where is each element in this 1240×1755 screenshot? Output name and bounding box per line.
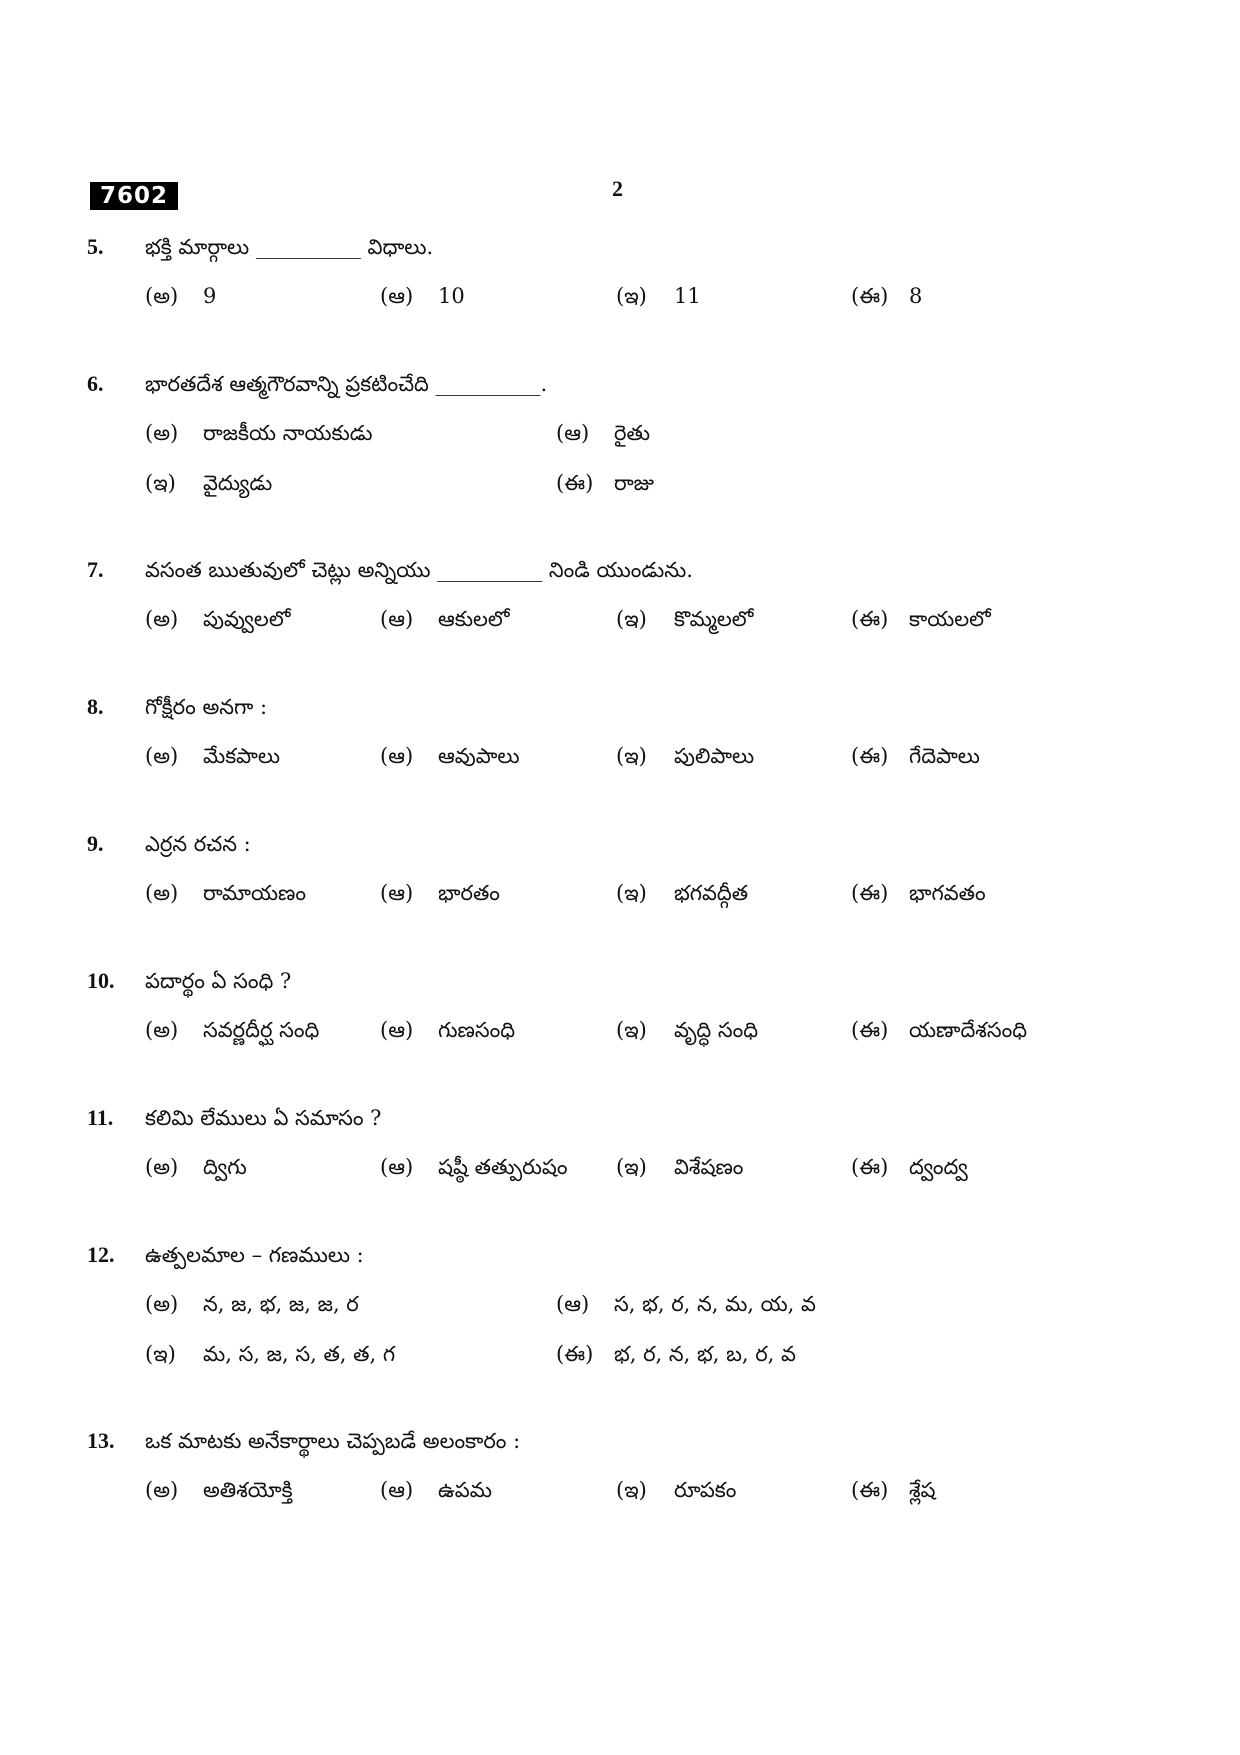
option-letter: (ఈ) <box>851 284 889 308</box>
option-text: అతిశయోక్తి <box>203 1478 293 1502</box>
question-text: గోక్షీరం అనగా : <box>145 695 268 719</box>
option-text: రామాయణం <box>203 881 306 905</box>
option-text: భ, ర, న, భ, బ, ర, వ <box>614 1342 796 1366</box>
option-text: 9 <box>203 284 217 308</box>
option-text: న, జ, భ, జ, జ, ర <box>203 1292 359 1316</box>
option-letter: (ఆ) <box>380 1478 414 1502</box>
option-aa <box>380 881 500 911</box>
option-i <box>616 1478 736 1508</box>
question-stem <box>87 1105 381 1136</box>
option-aa <box>380 607 509 637</box>
option-letter: (ఇ) <box>145 471 176 495</box>
option-aa <box>380 1478 492 1508</box>
option-aa <box>380 1155 568 1185</box>
option-text: రాజు <box>614 471 655 495</box>
option-text: 11 <box>674 284 701 308</box>
question-text: భక్తి మార్గాలు __________ విధాలు. <box>145 235 434 259</box>
question-number: 8. <box>87 694 104 719</box>
option-letter: (ఈ) <box>556 471 594 495</box>
option-i <box>145 471 272 501</box>
question-stem <box>87 968 291 999</box>
option-a <box>145 1292 359 1322</box>
option-text: గుణసంధి <box>438 1018 516 1042</box>
option-letter: (అ) <box>145 1018 179 1042</box>
option-a <box>145 1478 293 1508</box>
option-text: కాయలలో <box>909 607 991 631</box>
option-letter: (అ) <box>145 607 179 631</box>
option-text: రైతు <box>614 421 651 445</box>
option-a <box>145 284 216 314</box>
paper-code-box: 7602 <box>90 182 178 210</box>
option-ii <box>851 607 991 637</box>
option-text: పులిపాలు <box>674 744 755 768</box>
question-stem <box>87 694 267 725</box>
question-stem <box>87 557 693 588</box>
option-letter: (ఆ) <box>380 881 414 905</box>
option-a <box>145 881 306 911</box>
option-letter: (ఇ) <box>616 607 647 631</box>
option-letter: (ఆ) <box>556 1292 590 1316</box>
question-text: భారతదేశ ఆత్మగౌరవాన్ని ప్రకటించేది __________. <box>145 372 548 396</box>
option-a <box>145 1018 319 1048</box>
question-stem <box>87 234 433 265</box>
option-text: ఉపమ <box>438 1478 492 1502</box>
option-ii <box>851 1155 968 1185</box>
option-letter: (ఈ) <box>851 607 889 631</box>
option-letter: (ఇ) <box>616 1155 647 1179</box>
question-text: పదార్థం ఏ సంధి ? <box>145 969 292 993</box>
option-a <box>145 1155 247 1185</box>
question-text: ఉత్పలమాల – గణములు : <box>145 1243 364 1267</box>
question-number: 7. <box>87 557 104 582</box>
option-letter: (ఆ) <box>556 421 590 445</box>
option-ii <box>556 471 654 501</box>
question-text: కలిమి లేములు ఏ సమాసం ? <box>145 1106 382 1130</box>
option-text: యణాదేశసంధి <box>909 1018 1028 1042</box>
question-stem <box>87 831 251 862</box>
option-text: షష్ఠీ తత్పురుషం <box>438 1155 568 1179</box>
option-letter: (అ) <box>145 284 179 308</box>
option-aa <box>556 421 650 451</box>
option-letter: (అ) <box>145 1478 179 1502</box>
option-aa <box>380 284 465 314</box>
option-text: సవర్ణదీర్ఘ సంధి <box>203 1018 320 1042</box>
option-letter: (అ) <box>145 1155 179 1179</box>
option-letter: (ఇ) <box>616 1478 647 1502</box>
question-number: 10. <box>87 968 115 993</box>
option-letter: (ఈ) <box>851 1018 889 1042</box>
option-letter: (అ) <box>145 881 179 905</box>
option-letter: (ఇ) <box>145 1342 176 1366</box>
option-ii <box>851 881 986 911</box>
question-stem <box>87 1242 364 1273</box>
option-a <box>145 744 280 774</box>
page-number: 2 <box>612 176 623 201</box>
question-stem <box>87 371 547 402</box>
question-number: 13. <box>87 1428 115 1453</box>
option-text: ద్విగు <box>203 1155 247 1179</box>
question-text: ఎర్రన రచన : <box>145 832 251 856</box>
option-i <box>616 744 754 774</box>
option-letter: (ఇ) <box>616 284 647 308</box>
option-letter: (అ) <box>145 744 179 768</box>
option-letter: (ఈ) <box>851 1478 889 1502</box>
option-letter: (ఇ) <box>616 1018 647 1042</box>
option-ii <box>556 1342 796 1372</box>
question-number: 6. <box>87 371 104 396</box>
option-text: భారతం <box>438 881 500 905</box>
option-letter: (అ) <box>145 421 179 445</box>
option-text: భాగవతం <box>909 881 986 905</box>
option-letter: (ఆ) <box>380 1018 414 1042</box>
option-a <box>145 607 290 637</box>
option-text: 10 <box>438 284 465 308</box>
question-text: ఒక మాటకు అనేకార్థాలు చెప్పబడే అలంకారం : <box>145 1429 521 1453</box>
option-text: గేదెపాలు <box>909 744 980 768</box>
question-number: 11. <box>87 1105 114 1130</box>
question-number: 9. <box>87 831 104 856</box>
option-ii <box>851 1478 936 1508</box>
option-aa <box>380 744 520 774</box>
option-text: విశేషణం <box>674 1155 744 1179</box>
option-ii <box>851 1018 1027 1048</box>
option-i <box>616 881 748 911</box>
option-aa <box>556 1292 816 1322</box>
option-text: రాజకీయ నాయకుడు <box>203 421 373 445</box>
option-i <box>616 284 701 314</box>
option-text: భగవద్గీత <box>674 881 749 905</box>
option-text: ఆవుపాలు <box>438 744 520 768</box>
option-text: ఆకులలో <box>438 607 510 631</box>
question-number: 5. <box>87 234 104 259</box>
option-text: 8 <box>909 284 923 308</box>
option-text: స, భ, ర, న, మ, య, వ <box>614 1292 816 1316</box>
option-letter: (ఆ) <box>380 1155 414 1179</box>
option-text: ద్వంద్వ <box>909 1155 968 1179</box>
option-ii <box>851 744 980 774</box>
option-i <box>145 1342 395 1372</box>
option-text: వృద్ధి సంధి <box>674 1018 759 1042</box>
option-text: శ్లేష <box>909 1478 936 1502</box>
question-text: వసంత ఋతువులో చెట్లు అన్నియు __________ నిండి యుండును. <box>145 558 693 582</box>
option-letter: (ఈ) <box>851 1155 889 1179</box>
option-letter: (ఆ) <box>380 607 414 631</box>
option-text: మేకపాలు <box>203 744 280 768</box>
option-i <box>616 607 753 637</box>
option-text: పువ్వులలో <box>203 607 291 631</box>
question-stem <box>87 1428 520 1459</box>
question-number: 12. <box>87 1242 115 1267</box>
option-letter: (ఇ) <box>616 881 647 905</box>
option-letter: (ఆ) <box>380 284 414 308</box>
option-aa <box>380 1018 515 1048</box>
option-letter: (ఈ) <box>851 744 889 768</box>
option-ii <box>851 284 922 314</box>
option-a <box>145 421 373 451</box>
option-i <box>616 1018 758 1048</box>
option-text: వైద్యుడు <box>203 471 273 495</box>
option-letter: (ఈ) <box>556 1342 594 1366</box>
option-letter: (ఈ) <box>851 881 889 905</box>
option-text: మ, స, జ, స, త, త, గ <box>203 1342 396 1366</box>
option-i <box>616 1155 743 1185</box>
option-text: రూపకం <box>674 1478 737 1502</box>
option-text: కొమ్మలలో <box>674 607 754 631</box>
option-letter: (ఇ) <box>616 744 647 768</box>
option-letter: (అ) <box>145 1292 179 1316</box>
option-letter: (ఆ) <box>380 744 414 768</box>
